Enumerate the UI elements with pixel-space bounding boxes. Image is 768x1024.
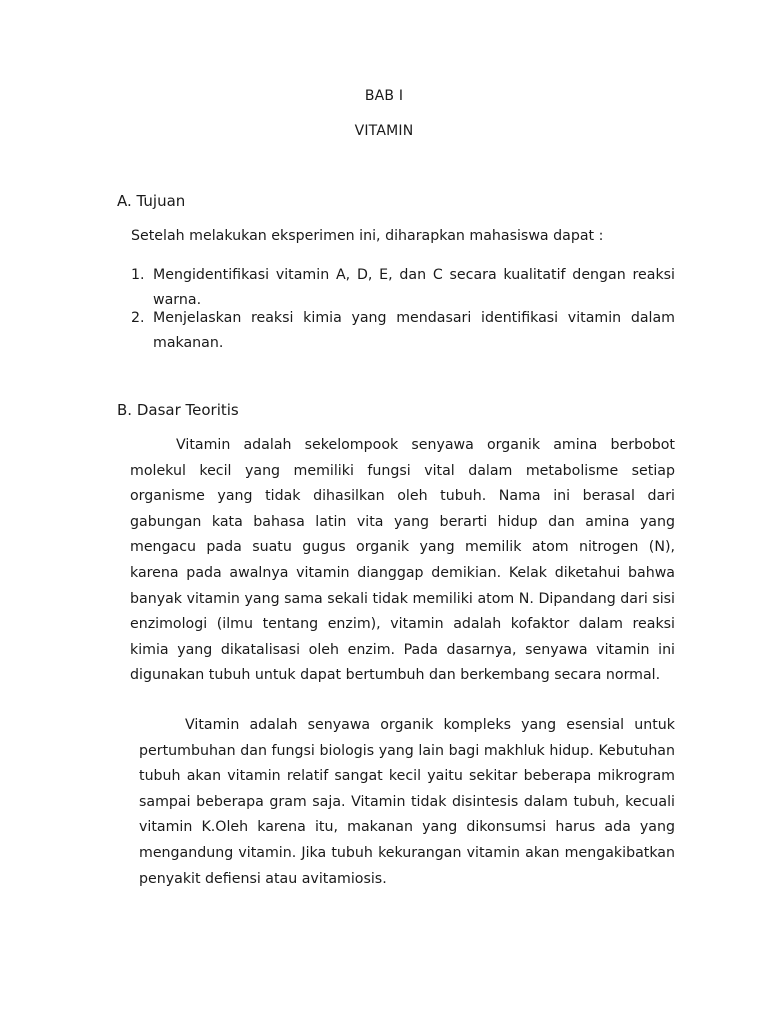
list-item-text: Menjelaskan reaksi kimia yang mendasari identifikasi vitamin dalam makanan. [153, 310, 675, 351]
chapter-label: BAB I [364, 88, 404, 104]
objectives-list [131, 263, 675, 356]
section-b-heading: B. Dasar Teoritis [117, 401, 239, 419]
list-item-number: 2. [131, 310, 145, 326]
chapter-title: VITAMIN [354, 123, 414, 139]
list-item-number: 1. [131, 267, 145, 283]
paragraph: Vitamin adalah senyawa organik kompleks yang esensial untuk pertumbuhan dan fungsi biologis yang lain bagi makhluk hidup. Kebutuhan tubuh akan vitamin relatif sangat kecil yaitu sekitar beberapa mikrogram sampai beberapa gram saja. Vitamin tidak disintesis dalam tubuh, kecuali vitamin K.Oleh karena itu, makanan yang dikonsumsi harus ada yang mengandung vitamin. Jika tubuh kekurangan vitamin akan mengakibatkan penyakit defiensi atau avitamiosis. [139, 717, 675, 887]
paragraph: Vitamin adalah sekelompook senyawa organik amina berbobot molekul kecil yang memiliki fungsi vital dalam metabolisme setiap organisme yang tidak dihasilkan oleh tubuh. Nama ini berasal dari gabungan kata bahasa latin vita yang berarti hidup dan amina yang mengacu pada suatu gugus organik yang memilik atom nitrogen (N), karena pada awalnya vitamin dianggap demikian. Kelak diketahui bahwa banyak vitamin yang sama sekali tidak memiliki atom N. Dipandang dari sisi enzimologi (ilmu tentang enzim), vitamin adalah kofaktor dalam reaksi kimia yang dikatalisasi oleh enzim. Pada dasarnya, senyawa vitamin ini digunakan tubuh untuk dapat bertumbuh dan berkembang secara normal. [130, 437, 675, 684]
section-a-heading: A. Tujuan [117, 192, 186, 210]
list-item-text: Mengidentifikasi vitamin A, D, E, dan C secara kualitatif dengan reaksi warna. [153, 267, 675, 308]
list-item [131, 306, 675, 356]
section-a-intro: Setelah melakukan eksperimen ini, diharapkan mahasiswa dapat : [131, 228, 604, 244]
